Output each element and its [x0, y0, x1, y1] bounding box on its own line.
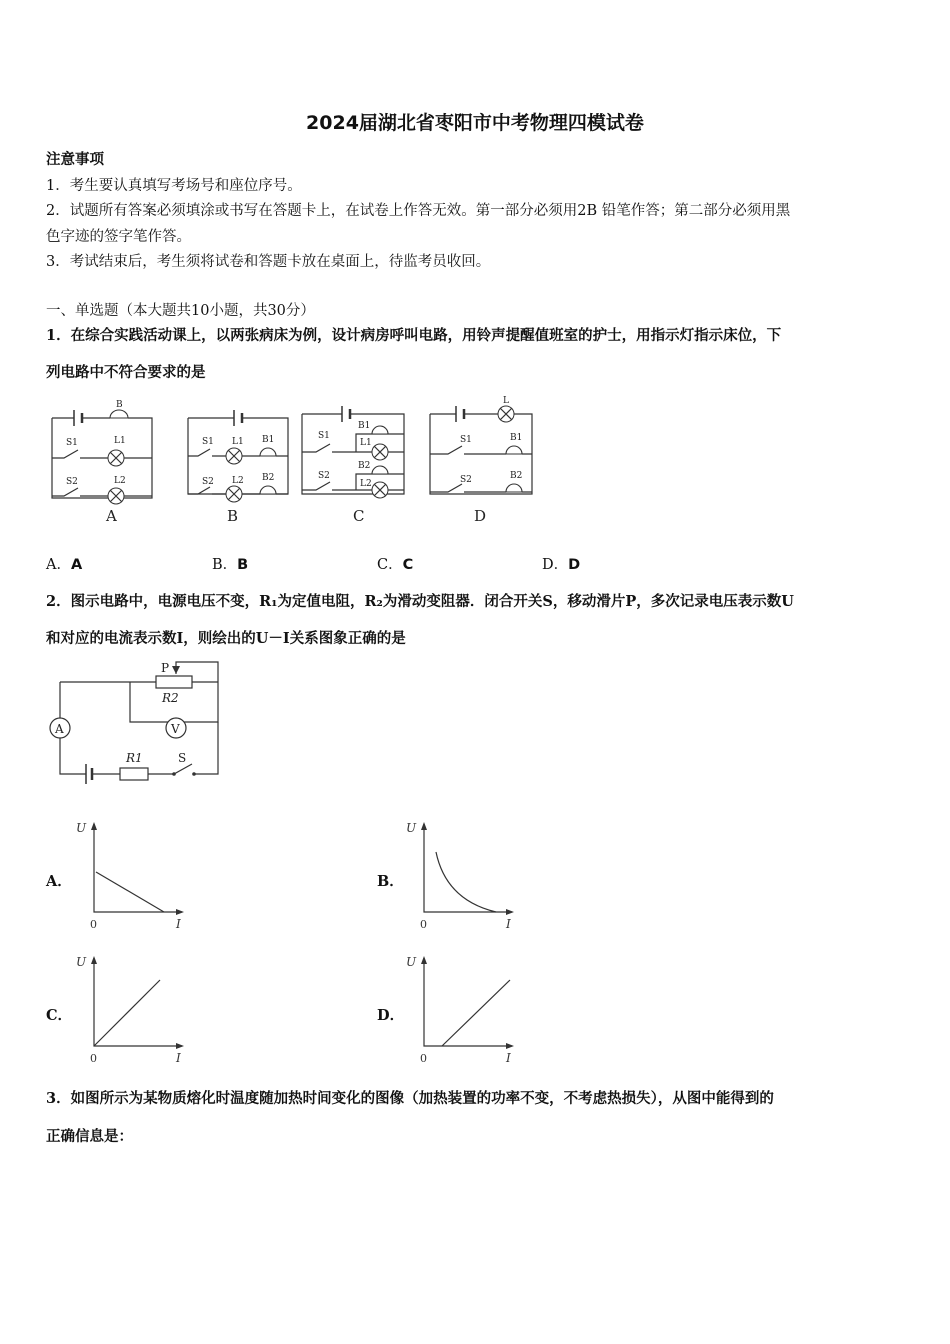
- q2-graph-a: [72, 820, 192, 930]
- q2-stem: 和对应的电流表示数I，则绘出的U－I关系图象正确的是: [46, 630, 406, 647]
- axis-u: U: [406, 821, 417, 835]
- notice-item: 色字迹的签字笔作答。: [46, 229, 191, 245]
- axis-i: I: [506, 1051, 511, 1065]
- label-s1: S1: [66, 438, 78, 448]
- axis-origin: 0: [90, 918, 97, 931]
- axis-i: I: [176, 917, 181, 931]
- q1-option-a[interactable]: [46, 556, 82, 574]
- q2-graph-d: [402, 954, 522, 1064]
- q1-stem: 列电路中不符合要求的是: [46, 364, 206, 381]
- q1-option-b[interactable]: [212, 556, 248, 574]
- option-key: C．: [377, 557, 403, 573]
- label-r2: R2: [162, 691, 179, 705]
- q2-option-a[interactable]: A．: [46, 873, 72, 890]
- q1-circuit-figures: [40, 398, 560, 528]
- q2-option-d[interactable]: D．: [377, 1007, 405, 1024]
- label-p: P: [161, 661, 170, 675]
- axis-origin: 0: [90, 1052, 97, 1065]
- option-key: B．: [212, 557, 238, 573]
- label-l2: L2: [360, 479, 372, 489]
- label-a: A: [55, 722, 64, 736]
- option-key: D．: [542, 557, 569, 573]
- label-s2: S2: [66, 477, 78, 487]
- page-title: 2024届湖北省枣阳市中考物理四模试卷: [306, 112, 644, 134]
- label-s1: S1: [202, 437, 214, 447]
- option-value: A: [70, 557, 83, 573]
- label-b1: B1: [358, 421, 371, 431]
- figure-label-a: A: [106, 507, 117, 525]
- q2-option-b[interactable]: B．: [377, 873, 404, 890]
- q1-stem: 1．在综合实践活动课上，以两张病床为例，设计病房呼叫电路，用铃声提醒值班室的护士，用指示灯指示床位，下: [46, 327, 782, 344]
- option-value: B: [237, 557, 249, 573]
- label-l2: L2: [114, 476, 126, 486]
- axis-i: I: [176, 1051, 181, 1065]
- notice-item: 3．考试结束后，考生须将试卷和答题卡放在桌面上，待监考员收回。: [46, 254, 491, 270]
- section-heading: 一、单选题（本大题共10小题，共30分）: [46, 303, 315, 319]
- label-s2: S2: [460, 475, 472, 485]
- option-key: A．: [46, 557, 71, 573]
- label-s1: S1: [460, 435, 472, 445]
- circuit-c: [302, 406, 404, 525]
- label-b2: B2: [262, 473, 275, 483]
- q1-option-c[interactable]: [377, 556, 413, 574]
- q3-stem: 3．如图所示为某物质熔化时温度随加热时间变化的图像（加热装置的功率不变，不考虑热损失），从图中能得到的: [46, 1090, 774, 1107]
- option-value: C: [402, 557, 414, 573]
- axis-origin: 0: [420, 918, 427, 931]
- label-s: S: [178, 751, 187, 765]
- notice-item: 1．考生要认真填写考场号和座位序号。: [46, 178, 302, 194]
- axis-u: U: [76, 955, 87, 969]
- label-s2: S2: [318, 471, 330, 481]
- axis-u: U: [406, 955, 417, 969]
- label-s1: S1: [318, 431, 330, 441]
- q2-circuit: [44, 658, 224, 788]
- q2-graph-b: [402, 820, 522, 930]
- label-l2: L2: [232, 476, 244, 486]
- label-l1: L1: [232, 437, 244, 447]
- label-b: B: [116, 400, 123, 410]
- label-l1: L1: [114, 436, 126, 446]
- q3-stem: 正确信息是：: [46, 1128, 133, 1145]
- axis-origin: 0: [420, 1052, 427, 1065]
- label-v: V: [171, 722, 180, 736]
- figure-label-c: C: [353, 507, 365, 525]
- axis-u: U: [76, 821, 87, 835]
- label-b2: B2: [510, 471, 523, 481]
- circuit-b: [188, 410, 288, 525]
- q1-option-d[interactable]: [542, 556, 580, 574]
- label-l: L: [503, 396, 509, 406]
- label-b2: B2: [358, 461, 371, 471]
- notice-heading: 注意事项: [46, 151, 104, 168]
- label-b1: B1: [510, 433, 523, 443]
- q2-stem: 2．图示电路中，电源电压不变，R₁为定值电阻，R₂为滑动变阻器．闭合开关S，移动滑片P，多次记录电压表示数U: [46, 593, 794, 610]
- label-l1: L1: [360, 438, 372, 448]
- figure-label-d: D: [474, 507, 487, 525]
- notice-item: 2．试题所有答案必须填涂或书写在答题卡上，在试卷上作答无效。第一部分必须用2B 铅笔作答；第二部分必须用黑: [46, 203, 791, 219]
- q2-graph-c: [72, 954, 192, 1064]
- circuit-a: [52, 400, 152, 525]
- label-s2: S2: [202, 477, 214, 487]
- label-r1: R1: [126, 751, 143, 765]
- axis-i: I: [506, 917, 511, 931]
- q2-option-c[interactable]: C．: [46, 1007, 73, 1024]
- figure-label-b: B: [227, 507, 239, 525]
- label-b1: B1: [262, 435, 275, 445]
- circuit-d: [430, 396, 532, 525]
- option-value: D: [568, 557, 581, 573]
